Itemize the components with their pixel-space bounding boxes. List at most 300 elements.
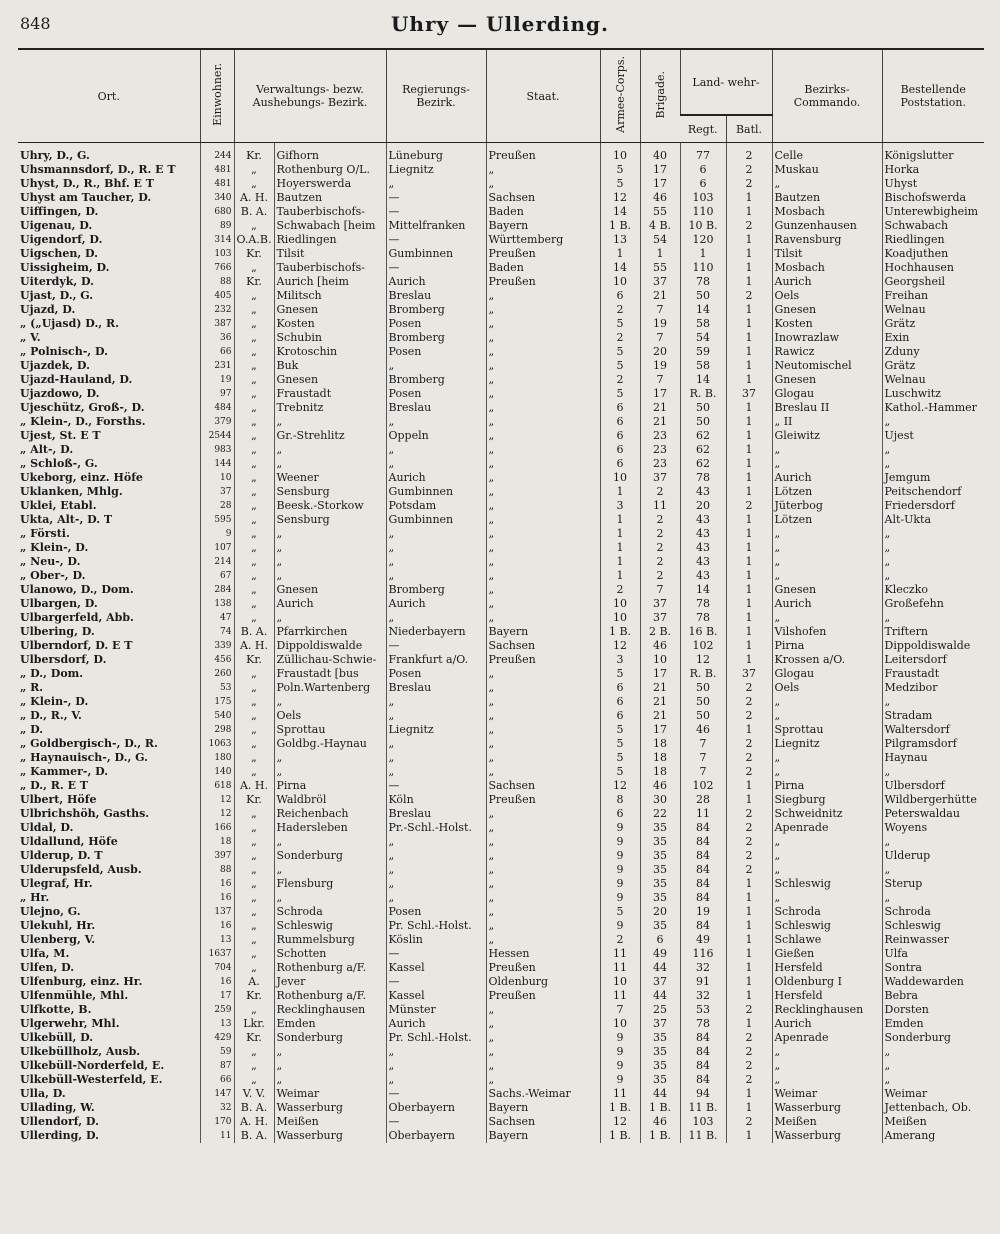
cell-bezirk-typ: „ xyxy=(234,709,274,723)
cell-staat: Sachsen xyxy=(486,639,600,653)
cell-einwohner: 67 xyxy=(200,569,234,583)
cell-bezirk-cmd: Aurich xyxy=(772,1017,882,1031)
cell-brigade: 37 xyxy=(640,275,680,289)
cell-verwaltung: Militsch xyxy=(274,289,386,303)
cell-bezirk-cmd: Gnesen xyxy=(772,583,882,597)
cell-einwohner: 481 xyxy=(200,177,234,191)
cell-post: Georgsheil xyxy=(882,275,984,289)
cell-einwohner: 259 xyxy=(200,1003,234,1017)
cell-bezirk-typ: „ xyxy=(234,555,274,569)
cell-brigade: 55 xyxy=(640,205,680,219)
cell-post: Leitersdorf xyxy=(882,653,984,667)
cell-brigade: 23 xyxy=(640,429,680,443)
cell-bezirk-cmd: „ xyxy=(772,1059,882,1073)
col-armee xyxy=(600,49,640,143)
table-row xyxy=(18,1045,984,1059)
cell-bezirk-typ: Kr. xyxy=(234,149,274,163)
cell-regierung: Breslau xyxy=(386,289,486,303)
cell-einwohner: 107 xyxy=(200,541,234,555)
cell-post: Emden xyxy=(882,1017,984,1031)
cell-verwaltung: Krotoschin xyxy=(274,345,386,359)
cell-regierung: Aurich xyxy=(386,275,486,289)
cell-regt: 11 B. xyxy=(680,1101,726,1115)
cell-batl: 2 xyxy=(726,177,772,191)
cell-regt: 10 B. xyxy=(680,219,726,233)
cell-armee: 10 xyxy=(600,275,640,289)
cell-regt: 19 xyxy=(680,905,726,919)
cell-bezirk-cmd: Oels xyxy=(772,289,882,303)
cell-regt: 84 xyxy=(680,877,726,891)
cell-regt: R. B. xyxy=(680,387,726,401)
cell-regierung: „ xyxy=(386,709,486,723)
cell-bezirk-typ: „ xyxy=(234,961,274,975)
cell-regierung: Posen xyxy=(386,345,486,359)
cell-einwohner: 456 xyxy=(200,653,234,667)
table-row xyxy=(18,989,984,1003)
cell-verwaltung: Gr.-Strehlitz xyxy=(274,429,386,443)
cell-ort: Uklanken, Mhlg. xyxy=(20,485,123,498)
cell-regt: 12 xyxy=(680,653,726,667)
cell-brigade: 35 xyxy=(640,1045,680,1059)
cell-post: Schwabach xyxy=(882,219,984,233)
cell-armee: 6 xyxy=(600,443,640,457)
cell-armee: 5 xyxy=(600,387,640,401)
cell-batl: 1 xyxy=(726,555,772,569)
cell-bezirk-cmd: Pirna xyxy=(772,779,882,793)
cell-einwohner: 284 xyxy=(200,583,234,597)
table-row xyxy=(18,247,984,261)
cell-brigade: 2 B. xyxy=(640,625,680,639)
cell-bezirk-cmd: „ xyxy=(772,849,882,863)
cell-staat: „ xyxy=(486,1073,600,1087)
cell-regt: 11 xyxy=(680,807,726,821)
cell-bezirk-cmd: Ravensburg xyxy=(772,233,882,247)
cell-armee: 5 xyxy=(600,345,640,359)
cell-batl: 1 xyxy=(726,877,772,891)
cell-batl: 2 xyxy=(726,751,772,765)
cell-armee: 5 xyxy=(600,667,640,681)
cell-ort: „ Goldbergisch-, D., R. xyxy=(20,737,158,750)
cell-batl: 1 xyxy=(726,359,772,373)
cell-bezirk-typ: „ xyxy=(234,359,274,373)
cell-einwohner: 1637 xyxy=(200,947,234,961)
cell-bezirk-cmd: Bautzen xyxy=(772,191,882,205)
cell-regt: 50 xyxy=(680,289,726,303)
cell-regt: 7 xyxy=(680,765,726,779)
cell-bezirk-typ: „ xyxy=(234,1059,274,1073)
cell-batl: 1 xyxy=(726,793,772,807)
cell-regierung: Frankfurt a/O. xyxy=(386,653,486,667)
cell-post: „ xyxy=(882,765,984,779)
cell-post: „ xyxy=(882,415,984,429)
cell-staat: „ xyxy=(486,583,600,597)
cell-armee: 11 xyxy=(600,947,640,961)
cell-post: Reinwasser xyxy=(882,933,984,947)
cell-batl: 1 xyxy=(726,625,772,639)
cell-regt: 62 xyxy=(680,443,726,457)
table-row xyxy=(18,331,984,345)
cell-armee: 2 xyxy=(600,331,640,345)
cell-armee: 8 xyxy=(600,793,640,807)
cell-verwaltung: Sonderburg xyxy=(274,1031,386,1045)
cell-brigade: 1 xyxy=(640,247,680,261)
cell-regt: 102 xyxy=(680,779,726,793)
cell-verwaltung: Tauberbischofs- xyxy=(274,205,386,219)
cell-regt: 59 xyxy=(680,345,726,359)
cell-post: Königslutter xyxy=(882,149,984,163)
cell-regt: 120 xyxy=(680,233,726,247)
cell-einwohner: 137 xyxy=(200,905,234,919)
cell-armee: 11 xyxy=(600,961,640,975)
cell-armee: 5 xyxy=(600,177,640,191)
table-row xyxy=(18,401,984,415)
cell-regierung: Kassel xyxy=(386,989,486,1003)
cell-regt: 102 xyxy=(680,639,726,653)
cell-bezirk-typ: A. H. xyxy=(234,639,274,653)
cell-regierung: „ xyxy=(386,891,486,905)
cell-armee: 10 xyxy=(600,471,640,485)
cell-bezirk-cmd: „ xyxy=(772,569,882,583)
cell-regt: 78 xyxy=(680,597,726,611)
cell-brigade: 44 xyxy=(640,1087,680,1101)
cell-ort: „ D., Dom. xyxy=(20,667,84,680)
cell-bezirk-cmd: „ xyxy=(772,1073,882,1087)
cell-regierung: „ xyxy=(386,527,486,541)
cell-brigade: 55 xyxy=(640,261,680,275)
cell-armee: 11 xyxy=(600,989,640,1003)
cell-batl: 1 xyxy=(726,415,772,429)
col-einwohner xyxy=(200,49,234,143)
cell-verwaltung: Gnesen xyxy=(274,303,386,317)
cell-post: Zduny xyxy=(882,345,984,359)
col-brigade xyxy=(640,49,680,143)
cell-bezirk-typ: „ xyxy=(234,737,274,751)
cell-post: „ xyxy=(882,1059,984,1073)
cell-brigade: 21 xyxy=(640,415,680,429)
cell-ort: Ulekuhl, Hr. xyxy=(20,919,96,932)
cell-brigade: 19 xyxy=(640,317,680,331)
cell-bezirk-cmd: Aurich xyxy=(772,275,882,289)
cell-brigade: 1 B. xyxy=(640,1129,680,1143)
cell-regierung: Gumbinnen xyxy=(386,485,486,499)
cell-bezirk-typ: „ xyxy=(234,401,274,415)
cell-regierung: „ xyxy=(386,695,486,709)
cell-batl: 1 xyxy=(726,975,772,989)
cell-bezirk-typ: „ xyxy=(234,499,274,513)
cell-regt: 84 xyxy=(680,849,726,863)
cell-batl: 2 xyxy=(726,1031,772,1045)
cell-bezirk-cmd: „ xyxy=(772,863,882,877)
cell-post: Ulfa xyxy=(882,947,984,961)
cell-einwohner: 481 xyxy=(200,163,234,177)
cell-bezirk-cmd: Recklinghausen xyxy=(772,1003,882,1017)
cell-bezirk-typ: „ xyxy=(234,751,274,765)
cell-einwohner: 88 xyxy=(200,275,234,289)
cell-regierung: „ xyxy=(386,1045,486,1059)
cell-regierung: Gumbinnen xyxy=(386,247,486,261)
cell-armee: 1 B. xyxy=(600,625,640,639)
cell-bezirk-typ: „ xyxy=(234,891,274,905)
cell-batl: 1 xyxy=(726,891,772,905)
cell-bezirk-typ: „ xyxy=(234,933,274,947)
cell-ort: Ujazd-Hauland, D. xyxy=(20,373,133,386)
cell-brigade: 17 xyxy=(640,177,680,191)
cell-einwohner: 16 xyxy=(200,975,234,989)
cell-staat: „ xyxy=(486,177,600,191)
cell-regt: 103 xyxy=(680,1115,726,1129)
cell-staat: Bayern xyxy=(486,219,600,233)
cell-regierung: Niederbayern xyxy=(386,625,486,639)
cell-einwohner: 170 xyxy=(200,1115,234,1129)
cell-staat: „ xyxy=(486,443,600,457)
cell-ort: „ Ober-, D. xyxy=(20,569,86,582)
cell-regierung: „ xyxy=(386,177,486,191)
cell-batl: 2 xyxy=(726,863,772,877)
cell-staat: „ xyxy=(486,457,600,471)
cell-brigade: 21 xyxy=(640,289,680,303)
cell-einwohner: 88 xyxy=(200,863,234,877)
cell-verwaltung: „ xyxy=(274,457,386,471)
cell-regierung: — xyxy=(386,779,486,793)
cell-post: Fraustadt xyxy=(882,667,984,681)
cell-einwohner: 47 xyxy=(200,611,234,625)
cell-ort: Uhyst am Taucher, D. xyxy=(20,191,152,204)
cell-brigade: 2 xyxy=(640,513,680,527)
cell-ort: Ukeborg, einz. Höfe xyxy=(20,471,143,484)
cell-regt: 78 xyxy=(680,1017,726,1031)
cell-bezirk-typ: „ xyxy=(234,765,274,779)
cell-ort: „ Klein-, D. xyxy=(20,541,89,554)
cell-armee: 6 xyxy=(600,457,640,471)
cell-batl: 2 xyxy=(726,219,772,233)
cell-armee: 1 xyxy=(600,485,640,499)
cell-brigade: 2 xyxy=(640,555,680,569)
table-row xyxy=(18,1101,984,1115)
cell-staat: Preußen xyxy=(486,247,600,261)
cell-staat: „ xyxy=(486,499,600,513)
cell-regt: 6 xyxy=(680,177,726,191)
table-row xyxy=(18,681,984,695)
cell-regierung: „ xyxy=(386,737,486,751)
cell-post: Meißen xyxy=(882,1115,984,1129)
cell-verwaltung: Goldbg.-Haynau xyxy=(274,737,386,751)
cell-regt: 1 xyxy=(680,247,726,261)
cell-ort: „ Alt-, D. xyxy=(20,443,74,456)
table-row xyxy=(18,933,984,947)
cell-bezirk-cmd: Gnesen xyxy=(772,303,882,317)
cell-post: „ xyxy=(882,891,984,905)
cell-verwaltung: Schwabach [heim xyxy=(274,219,386,233)
cell-regt: 84 xyxy=(680,1059,726,1073)
cell-staat: „ xyxy=(486,933,600,947)
cell-post: Bebra xyxy=(882,989,984,1003)
cell-regierung: — xyxy=(386,261,486,275)
col-regt: Regt. xyxy=(680,115,726,143)
col-staat: Staat. xyxy=(486,49,600,143)
cell-bezirk-cmd: „ xyxy=(772,541,882,555)
cell-regt: 50 xyxy=(680,681,726,695)
cell-regierung: Bromberg xyxy=(386,373,486,387)
col-ort: Ort. xyxy=(18,49,200,143)
cell-ort: Uldallund, Höfe xyxy=(20,835,118,848)
cell-bezirk-cmd: Meißen xyxy=(772,1115,882,1129)
cell-einwohner: 2544 xyxy=(200,429,234,443)
cell-bezirk-cmd: Muskau xyxy=(772,163,882,177)
cell-verwaltung: Tauberbischofs- xyxy=(274,261,386,275)
cell-verwaltung: Schroda xyxy=(274,905,386,919)
cell-brigade: 35 xyxy=(640,849,680,863)
cell-verwaltung: Tilsit xyxy=(274,247,386,261)
cell-regierung: Posen xyxy=(386,667,486,681)
table-row xyxy=(18,1087,984,1101)
cell-regierung: „ xyxy=(386,569,486,583)
cell-ort: Ulkebüll-Westerfeld, E. xyxy=(20,1073,163,1086)
cell-ort: Ulfenburg, einz. Hr. xyxy=(20,975,143,988)
cell-armee: 3 xyxy=(600,653,640,667)
cell-ort: Uigenau, D. xyxy=(20,219,93,232)
cell-ort: Ulbering, D. xyxy=(20,625,95,638)
cell-bezirk-typ: A. H. xyxy=(234,191,274,205)
table-row xyxy=(18,303,984,317)
cell-verwaltung: Dippoldiswalde xyxy=(274,639,386,653)
cell-post: Amerang xyxy=(882,1129,984,1143)
cell-einwohner: 340 xyxy=(200,191,234,205)
cell-bezirk-typ: „ xyxy=(234,1045,274,1059)
cell-ort: Ulfenmühle, Mhl. xyxy=(20,989,129,1002)
cell-staat: „ xyxy=(486,289,600,303)
cell-batl: 1 xyxy=(726,653,772,667)
cell-batl: 2 xyxy=(726,1003,772,1017)
cell-verwaltung: Jever xyxy=(274,975,386,989)
cell-ort: Ujeschütz, Groß-, D. xyxy=(20,401,145,414)
table-row xyxy=(18,415,984,429)
cell-verwaltung: Pfarrkirchen xyxy=(274,625,386,639)
cell-verwaltung: „ xyxy=(274,891,386,905)
table-row xyxy=(18,863,984,877)
cell-post: Haynau xyxy=(882,751,984,765)
cell-verwaltung: Wasserburg xyxy=(274,1129,386,1143)
cell-verwaltung: Buk xyxy=(274,359,386,373)
cell-bezirk-typ: „ xyxy=(234,821,274,835)
cell-bezirk-typ: „ xyxy=(234,807,274,821)
cell-batl: 1 xyxy=(726,989,772,1003)
cell-bezirk-cmd: Apenrade xyxy=(772,821,882,835)
cell-verwaltung: „ xyxy=(274,415,386,429)
cell-bezirk-cmd: Jüterbog xyxy=(772,499,882,513)
cell-batl: 1 xyxy=(726,1017,772,1031)
cell-bezirk-typ: „ xyxy=(234,947,274,961)
cell-bezirk-typ: „ xyxy=(234,1073,274,1087)
table-row xyxy=(18,653,984,667)
cell-bezirk-typ: Kr. xyxy=(234,793,274,807)
table-row xyxy=(18,443,984,457)
cell-batl: 1 xyxy=(726,331,772,345)
cell-staat: „ xyxy=(486,737,600,751)
cell-batl: 2 xyxy=(726,499,772,513)
cell-bezirk-cmd: Siegburg xyxy=(772,793,882,807)
cell-bezirk-cmd: „ xyxy=(772,751,882,765)
table-row xyxy=(18,289,984,303)
cell-ort: „ Neu-, D. xyxy=(20,555,81,568)
table-row xyxy=(18,1003,984,1017)
cell-staat: „ xyxy=(486,569,600,583)
table-row xyxy=(18,611,984,625)
cell-armee: 9 xyxy=(600,835,640,849)
cell-bezirk-typ: „ xyxy=(234,681,274,695)
cell-post: Weimar xyxy=(882,1087,984,1101)
cell-bezirk-typ: „ xyxy=(234,471,274,485)
cell-post: Ujest xyxy=(882,429,984,443)
table-row xyxy=(18,457,984,471)
page-number: 848 xyxy=(20,14,51,33)
cell-staat: „ xyxy=(486,905,600,919)
cell-einwohner: 232 xyxy=(200,303,234,317)
cell-regt: 7 xyxy=(680,737,726,751)
cell-verwaltung: „ xyxy=(274,835,386,849)
cell-post: Medzibor xyxy=(882,681,984,695)
cell-einwohner: 97 xyxy=(200,387,234,401)
cell-regierung: „ xyxy=(386,541,486,555)
cell-batl: 1 xyxy=(726,569,772,583)
cell-regt: 43 xyxy=(680,569,726,583)
cell-verwaltung: Pirna xyxy=(274,779,386,793)
cell-brigade: 54 xyxy=(640,233,680,247)
cell-ort: Ulejno, G. xyxy=(20,905,81,918)
cell-brigade: 40 xyxy=(640,149,680,163)
cell-bezirk-typ: B. A. xyxy=(234,1129,274,1143)
cell-batl: 1 xyxy=(726,247,772,261)
cell-brigade: 35 xyxy=(640,919,680,933)
cell-armee: 13 xyxy=(600,233,640,247)
cell-armee: 5 xyxy=(600,359,640,373)
cell-regierung: „ xyxy=(386,611,486,625)
cell-verwaltung: Schotten xyxy=(274,947,386,961)
cell-regt: 20 xyxy=(680,499,726,513)
cell-regt: 84 xyxy=(680,1031,726,1045)
cell-ort: „ Hr. xyxy=(20,891,50,904)
cell-einwohner: 36 xyxy=(200,331,234,345)
cell-ort: Ullerding, D. xyxy=(20,1129,99,1142)
cell-batl: 1 xyxy=(726,1129,772,1143)
table-row xyxy=(18,429,984,443)
cell-verwaltung: Rummelsburg xyxy=(274,933,386,947)
cell-bezirk-typ: V. V. xyxy=(234,1087,274,1101)
cell-brigade: 35 xyxy=(640,835,680,849)
cell-brigade: 18 xyxy=(640,751,680,765)
cell-regt: 78 xyxy=(680,611,726,625)
cell-regt: 14 xyxy=(680,583,726,597)
cell-post: Kathol.-Hammer xyxy=(882,401,984,415)
cell-armee: 11 xyxy=(600,1087,640,1101)
cell-bezirk-typ: „ xyxy=(234,317,274,331)
cell-regierung: „ xyxy=(386,765,486,779)
cell-bezirk-cmd: Sprottau xyxy=(772,723,882,737)
cell-bezirk-typ: „ xyxy=(234,345,274,359)
table-row xyxy=(18,779,984,793)
cell-bezirk-typ: „ xyxy=(234,849,274,863)
cell-einwohner: 379 xyxy=(200,415,234,429)
table-row xyxy=(18,695,984,709)
table-row xyxy=(18,513,984,527)
cell-regierung: Posen xyxy=(386,317,486,331)
cell-ort: Ulenberg, V. xyxy=(20,933,96,946)
table-row xyxy=(18,1017,984,1031)
cell-verwaltung: Meißen xyxy=(274,1115,386,1129)
cell-brigade: 37 xyxy=(640,597,680,611)
cell-ort: „ Kammer-, D. xyxy=(20,765,109,778)
cell-bezirk-cmd: Wasserburg xyxy=(772,1129,882,1143)
cell-bezirk-typ: A. H. xyxy=(234,779,274,793)
